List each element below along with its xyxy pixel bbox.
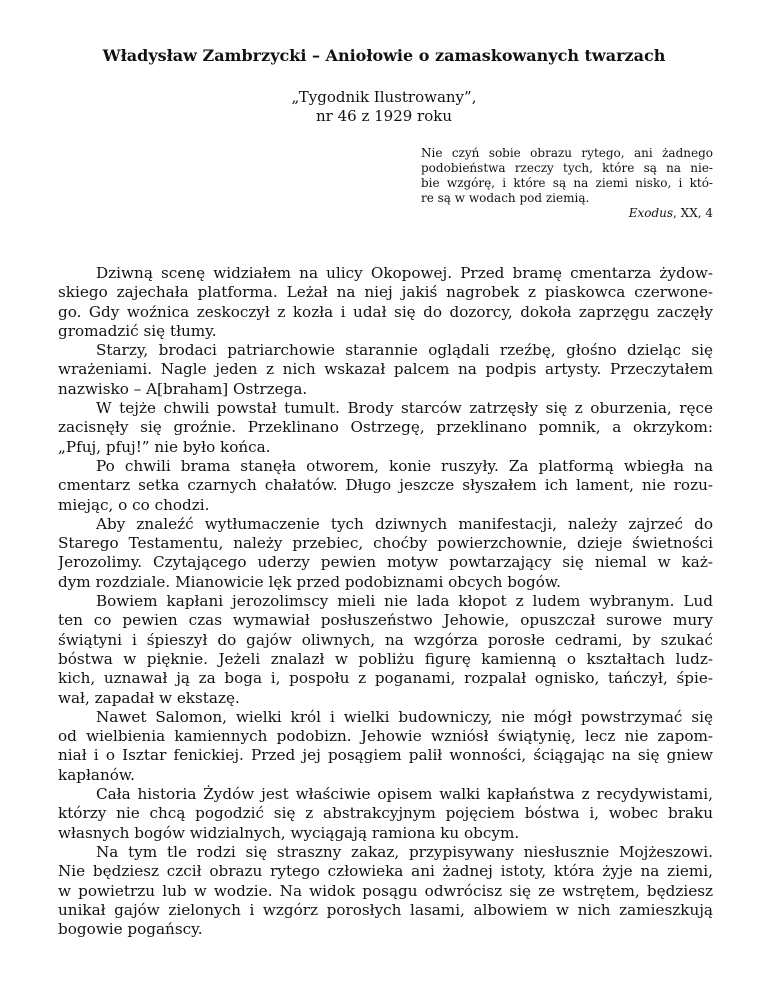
paragraph-line: unikał gajów zielonych i wzgórz porosłych lasami, albowiem w nich zamieszkują — [58, 900, 713, 919]
epigraph-reference — [421, 206, 713, 221]
paragraph-line: Cała historia Żydów jest właściwie opisem walki kapłaństwa z recydywistami, — [96, 785, 713, 804]
paragraph-line: Po chwili brama stanęła otworem, konie ruszyły. Za platformą wbiegła na — [96, 456, 713, 475]
paragraph-line: niał i o Isztar fenickiej. Przed jej posągiem palił wonności, ściągając na się gniew — [58, 746, 713, 765]
paragraph-line: Dziwną scenę widziałem na ulicy Okopowej. Przed bramę cmentarza żydow- — [96, 264, 713, 282]
paragraph-line: nazwisko – A[braham] Ostrzega. — [58, 379, 308, 398]
paragraph-line: dym rozdziale. Mianowicie lęk przed podobiznami obcych bogów. — [58, 572, 561, 591]
paragraph-line: Starego Testamentu, należy przebiec, choćby powierzchownie, dzieje świetności — [58, 534, 713, 553]
paragraph-line: bogowie pogańscy. — [58, 920, 203, 939]
paragraph-line: którzy nie chcą pogodzić się z abstrakcyjnym pojęciem bóstwa i, wobec braku — [58, 804, 713, 823]
paragraph-line: Bowiem kapłani jerozolimscy mieli nie lada kłopot z ludem wybranym. Lud — [96, 592, 713, 611]
paragraph-line: go. Gdy woźnica zeskoczył z kozła i udał się do dozorcy, dokoła zaprzęgu zaczęły — [58, 302, 713, 321]
paragraph-line: od wielbienia kamiennych podobizn. Jehowie wzniósł świątynię, lecz nie zapom- — [58, 727, 713, 746]
paragraph-line: wrażeniami. Nagle jeden z nich wskazał palcem na podpis artysty. Przeczytałem — [58, 360, 713, 379]
paragraph-line: Jerozolimy. Czytającego uderzy pewien motyw powtarzający się niemal w każ- — [58, 553, 713, 572]
paragraph-line: Starzy, brodaci patriarchowie starannie oglądali rzeźbę, głośno dzieląc się — [96, 341, 713, 360]
epigraph-line: podobieństwa rzeczy tych, które są na nie- — [421, 161, 713, 175]
paragraph-line: gromadzić się tłumy. — [58, 321, 217, 340]
reference-book: Exodus — [628, 206, 674, 220]
paragraph-line: kapłanów. — [58, 765, 135, 784]
paragraph-line: wał, zapadał w ekstazę. — [58, 688, 240, 707]
paragraph-line: kich, uznawał ją za boga i, pospołu z poganami, rozpalał ognisko, tańczył, śpie- — [58, 669, 713, 688]
paragraph-line: zacisnęły się groźnie. Przeklinano Ostrzegę, przeklinano pomnik, a okrzykom: — [58, 418, 713, 437]
paragraph-line: Na tym tle rodzi się straszny zakaz, przypisywany niesłusznie Mojżeszowi. — [96, 842, 713, 861]
source-line: „Tygodnik Ilustrowany”, — [291, 88, 477, 106]
epigraph-line: bie wzgórę, i które są na ziemi nisko, i któ- — [421, 176, 713, 190]
paragraph-line: Aby znaleźć wytłumaczenie tych dziwnych manifestacji, należy zajrzeć do — [96, 514, 713, 533]
paragraph-line: „Pfuj, pfuj!” nie było końca. — [58, 437, 271, 456]
epigraph — [421, 146, 713, 221]
paragraph-line: własnych bogów widzialnych, wyciągają ramiona ku obcym. — [58, 823, 520, 842]
reference-chapter: , XX, 4 — [673, 206, 713, 220]
paragraph-line: miejąc, o co chodzi. — [58, 495, 210, 514]
source-line: nr 46 z 1929 roku — [315, 107, 453, 125]
epigraph-line: Nie czyń sobie obrazu rytego, ani żadnego — [421, 146, 713, 160]
paragraph-line: w powietrzu lub w wodzie. Na widok posągu odwrócisz się ze wstrętem, będziesz — [58, 881, 713, 900]
publication-source — [0, 88, 768, 126]
epigraph-line: re są w wodach pod ziemią. — [421, 191, 590, 205]
paragraph-line: cmentarz setka czarnych chałatów. Długo jeszcze słyszałem ich lament, nie rozu- — [58, 476, 713, 495]
paragraph-line: ten co pewien czas wymawiał posłuszeństwo Jehowie, opuszczał surowe mury — [58, 611, 713, 630]
paragraph-line: bóstwa w pięknie. Jeżeli znalazł w pobliżu figurę kamienną o kształtach ludz- — [58, 649, 713, 668]
paragraph-line: W tejże chwili powstał tumult. Brody starców zatrzęsły się z oburzenia, ręce — [96, 399, 713, 418]
paragraph-line: Nawet Salomon, wielki król i wielki budowniczy, nie mógł powstrzymać się — [96, 707, 713, 726]
paragraph-line: Nie będziesz czcił obrazu rytego człowieka ani żadnej istoty, która żyje na ziemi, — [58, 862, 713, 881]
article-body — [58, 264, 713, 939]
paragraph-line: świątyni i śpieszył do gajów oliwnych, na wzgórza porosłe cedrami, by szukać — [58, 630, 713, 649]
paragraph-line: skiego zajechała platforma. Leżał na niej jakiś nagrobek z piaskowca czerwone- — [58, 283, 713, 302]
document-title: Władysław Zambrzycki – Aniołowie o zamaskowanych twarzach — [102, 46, 666, 65]
